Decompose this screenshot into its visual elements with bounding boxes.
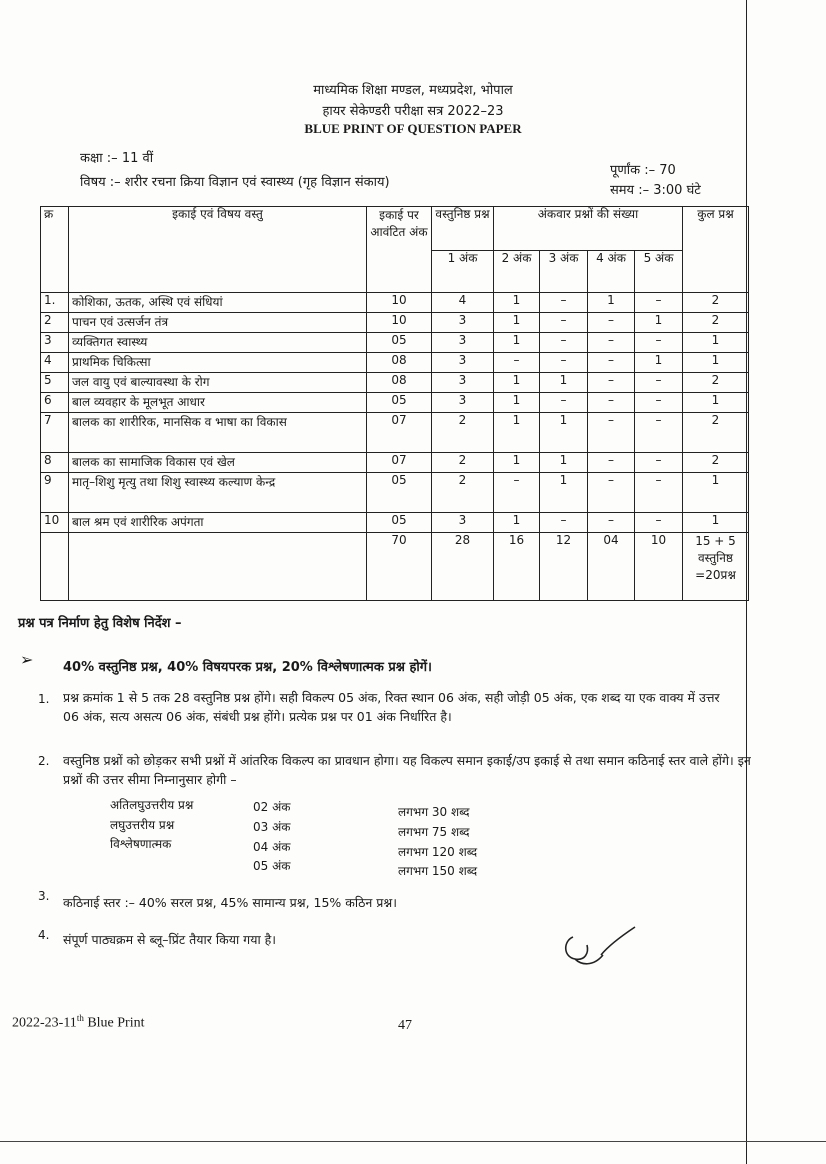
footer-prefix: 2022-23-11 bbox=[12, 1015, 77, 1031]
row-objective: 3 bbox=[432, 353, 494, 373]
row-m5: – bbox=[635, 453, 683, 473]
table-row bbox=[41, 353, 749, 373]
row-sno: 9 bbox=[41, 473, 69, 513]
row-total: 1 bbox=[683, 333, 749, 353]
row-objective: 4 bbox=[432, 293, 494, 313]
header-board: माध्यमिक शिक्षा मण्डल, मध्यप्रदेश, भोपाल bbox=[313, 83, 513, 98]
item-2-number: 2. bbox=[38, 754, 50, 768]
item-1-text: प्रश्न क्रमांक 1 से 5 तक 28 वस्तुनिष्ठ प्रश्न होंगे। सही विकल्प 05 अंक, रिक्त स्थान 06 अंक, सही जोड़ी 05 अंक, एक शब्द या एक वाक्य में उत्तर 06 अंक, सत्य असत्य 06 अंक, संबंधी प्रश्न होंगे। प्रत्येक प्रश्न पर 01 अंक निर्धारित है। bbox=[63, 690, 720, 724]
header-m2: 2 अंक bbox=[494, 251, 540, 293]
row-sno: 3 bbox=[41, 333, 69, 353]
row-m5: – bbox=[635, 333, 683, 353]
row-total: 2 bbox=[683, 373, 749, 393]
row-m2: – bbox=[494, 473, 540, 513]
row-m4: – bbox=[588, 313, 635, 333]
row-total: 2 bbox=[683, 293, 749, 313]
row-m3: – bbox=[540, 393, 588, 413]
table-row bbox=[41, 313, 749, 333]
row-m5: – bbox=[635, 293, 683, 313]
row-marks: 07 bbox=[367, 413, 432, 453]
row-m3: – bbox=[540, 513, 588, 533]
row-unit: प्राथमिक चिकित्सा bbox=[69, 353, 367, 373]
header-objective: वस्तुनिष्ठ प्रश्न bbox=[432, 207, 494, 251]
row-unit: जल वायु एवं बाल्यावस्था के रोग bbox=[69, 373, 367, 393]
total-questions: 15 + 5 वस्तुनिष्ठ =20प्रश्न bbox=[683, 533, 749, 601]
row-m5: – bbox=[635, 473, 683, 513]
row-total: 2 bbox=[683, 413, 749, 453]
row-unit: बालक का सामाजिक विकास एवं खेल bbox=[69, 453, 367, 473]
arrow-bullet-icon: ➢ bbox=[20, 650, 34, 669]
limit-type-2: लघुउत्तरीय प्रश्न bbox=[110, 818, 175, 832]
row-unit: बाल व्यवहार के मूलभूत आधार bbox=[69, 393, 367, 413]
row-objective: 2 bbox=[432, 453, 494, 473]
row-m4: – bbox=[588, 353, 635, 373]
subject-label: विषय :– शरीर रचना क्रिया विज्ञान एवं स्वास्थ्य (गृह विज्ञान संकाय) bbox=[80, 175, 390, 190]
header-unit: इकाई एवं विषय वस्तु bbox=[69, 207, 367, 293]
row-sno: 5 bbox=[41, 373, 69, 393]
row-marks: 10 bbox=[367, 313, 432, 333]
total-m5: 10 bbox=[635, 533, 683, 601]
row-sno: 6 bbox=[41, 393, 69, 413]
row-unit: व्यक्तिगत स्वास्थ्य bbox=[69, 333, 367, 353]
row-m3: – bbox=[540, 353, 588, 373]
row-m4: – bbox=[588, 453, 635, 473]
header-marks: इकाई पर आवंटित अंक bbox=[367, 207, 432, 293]
row-m2: 1 bbox=[494, 393, 540, 413]
total-objective: 28 bbox=[432, 533, 494, 601]
distribution-note: 40% वस्तुनिष्ठ प्रश्न, 40% विषयपरक प्रश्न, 20% विश्लेषणात्मक प्रश्न होगें। bbox=[63, 660, 432, 675]
row-m4: – bbox=[588, 513, 635, 533]
row-m4: – bbox=[588, 373, 635, 393]
row-m3: – bbox=[540, 313, 588, 333]
footer-sup: th bbox=[76, 1013, 84, 1023]
limit-words-4: लगभग 150 शब्द bbox=[398, 864, 478, 878]
row-m2: 1 bbox=[494, 453, 540, 473]
item-4-text: संपूर्ण पाठ्यक्रम से ब्लू–प्रिंट तैयार किया गया है। bbox=[63, 932, 277, 947]
header-exam: हायर सेकेण्डरी परीक्षा सत्र 2022–23 bbox=[322, 104, 504, 119]
limit-marks-3: 04 अंक bbox=[253, 840, 291, 854]
table-row bbox=[41, 473, 749, 513]
row-marks: 05 bbox=[367, 473, 432, 513]
table-header-row bbox=[41, 207, 749, 251]
row-marks: 10 bbox=[367, 293, 432, 313]
limit-words-2: लगभग 75 शब्द bbox=[398, 825, 470, 839]
item-1-number: 1. bbox=[38, 692, 50, 706]
row-m2: 1 bbox=[494, 373, 540, 393]
row-total: 1 bbox=[683, 473, 749, 513]
row-m5: – bbox=[635, 393, 683, 413]
header-markwise: अंकवार प्रश्नों की संख्या bbox=[494, 207, 683, 251]
row-m4: – bbox=[588, 393, 635, 413]
row-marks: 05 bbox=[367, 333, 432, 353]
row-total: 1 bbox=[683, 393, 749, 413]
header-total: कुल प्रश्न bbox=[683, 207, 749, 293]
row-sno: 8 bbox=[41, 453, 69, 473]
row-m2: – bbox=[494, 353, 540, 373]
row-sno: 1. bbox=[41, 293, 69, 313]
row-m2: 1 bbox=[494, 513, 540, 533]
limit-type-1: अतिलघुउत्तरीय प्रश्न bbox=[110, 798, 194, 812]
row-m2: 1 bbox=[494, 413, 540, 453]
row-m5: – bbox=[635, 413, 683, 453]
row-m3: 1 bbox=[540, 453, 588, 473]
row-total: 1 bbox=[683, 513, 749, 533]
row-m3: 1 bbox=[540, 373, 588, 393]
row-m2: 1 bbox=[494, 313, 540, 333]
row-m5: – bbox=[635, 373, 683, 393]
row-marks: 08 bbox=[367, 353, 432, 373]
table-row bbox=[41, 453, 749, 473]
row-marks: 05 bbox=[367, 393, 432, 413]
row-m4: – bbox=[588, 413, 635, 453]
row-objective: 2 bbox=[432, 413, 494, 453]
item-3-text: कठिनाई स्तर :– 40% सरल प्रश्न, 45% सामान्य प्रश्न, 15% कठिन प्रश्न। bbox=[63, 895, 397, 910]
table-row bbox=[41, 413, 749, 453]
row-marks: 07 bbox=[367, 453, 432, 473]
row-m2: 1 bbox=[494, 293, 540, 313]
limit-marks-2: 03 अंक bbox=[253, 820, 291, 834]
limit-marks-4: 05 अंक bbox=[253, 859, 291, 873]
class-label: कक्षा :– 11 वीं bbox=[80, 151, 154, 166]
row-unit: पाचन एवं उत्सर्जन तंत्र bbox=[69, 313, 367, 333]
page-bottom-line bbox=[0, 1141, 826, 1142]
row-sno: 10 bbox=[41, 513, 69, 533]
table-row bbox=[41, 293, 749, 313]
limit-words-3: लगभग 120 शब्द bbox=[398, 845, 478, 859]
row-m3: – bbox=[540, 333, 588, 353]
row-unit: बाल श्रम एवं शारीरिक अपंगता bbox=[69, 513, 367, 533]
limit-marks-1: 02 अंक bbox=[253, 800, 291, 814]
row-m3: – bbox=[540, 293, 588, 313]
blueprint-table bbox=[40, 206, 749, 601]
row-total: 2 bbox=[683, 313, 749, 333]
row-objective: 3 bbox=[432, 373, 494, 393]
row-objective: 3 bbox=[432, 393, 494, 413]
row-objective: 2 bbox=[432, 473, 494, 513]
table-row bbox=[41, 393, 749, 413]
row-m4: 1 bbox=[588, 293, 635, 313]
row-unit: मातृ–शिशु मृत्यु तथा शिशु स्वास्थ्य कल्याण केन्द्र bbox=[69, 473, 367, 513]
table-row bbox=[41, 513, 749, 533]
row-total: 2 bbox=[683, 453, 749, 473]
row-marks: 05 bbox=[367, 513, 432, 533]
row-objective: 3 bbox=[432, 513, 494, 533]
limit-type-3: विश्लेषणात्मक bbox=[110, 837, 172, 851]
row-m5: 1 bbox=[635, 313, 683, 333]
row-unit: कोशिका, ऊतक, अस्थि एवं संधियां bbox=[69, 293, 367, 313]
total-m3: 12 bbox=[540, 533, 588, 601]
item-4-number: 4. bbox=[38, 928, 50, 942]
row-objective: 3 bbox=[432, 313, 494, 333]
row-marks: 08 bbox=[367, 373, 432, 393]
header-objective-sub: 1 अंक bbox=[432, 251, 494, 293]
table-row bbox=[41, 333, 749, 353]
row-sno: 2 bbox=[41, 313, 69, 333]
row-m5: – bbox=[635, 513, 683, 533]
row-m3: 1 bbox=[540, 413, 588, 453]
row-sno: 7 bbox=[41, 413, 69, 453]
header-m3: 3 अंक bbox=[540, 251, 588, 293]
footer-suffix: Blue Print bbox=[83, 1015, 145, 1031]
header-m4: 4 अंक bbox=[588, 251, 635, 293]
time-label: समय :– 3:00 घंटे bbox=[610, 183, 701, 198]
row-m4: – bbox=[588, 473, 635, 513]
item-3-number: 3. bbox=[38, 889, 50, 903]
header-m5: 5 अंक bbox=[635, 251, 683, 293]
row-m2: 1 bbox=[494, 333, 540, 353]
limit-words-1: लगभग 30 शब्द bbox=[398, 805, 470, 819]
total-m2: 16 bbox=[494, 533, 540, 601]
table-total-row bbox=[41, 533, 749, 601]
instructions-title: प्रश्न पत्र निर्माण हेतु विशेष निर्देश – bbox=[18, 616, 182, 631]
page-number: 47 bbox=[398, 1018, 412, 1033]
row-sno: 4 bbox=[41, 353, 69, 373]
signature-mark bbox=[545, 915, 645, 975]
row-m5: 1 bbox=[635, 353, 683, 373]
row-m4: – bbox=[588, 333, 635, 353]
row-objective: 3 bbox=[432, 333, 494, 353]
row-total: 1 bbox=[683, 353, 749, 373]
total-m4: 04 bbox=[588, 533, 635, 601]
total-marks: 70 bbox=[367, 533, 432, 601]
item-2-text: वस्तुनिष्ठ प्रश्नों को छोड़कर सभी प्रश्नों में आंतरिक विकल्प का प्रावधान होगा। यह विकल्प समान इकाई/उप इकाई से तथा समान कठिनाई स्तर वाले होंगे। इन प्रश्नों की उत्तर सीमा निम्नानुसार होगी – bbox=[63, 753, 751, 787]
row-m3: 1 bbox=[540, 473, 588, 513]
footer-label bbox=[12, 1013, 145, 1032]
row-unit: बालक का शारीरिक, मानसिक व भाषा का विकास bbox=[69, 413, 367, 453]
header-title: BLUE PRINT OF QUESTION PAPER bbox=[304, 121, 522, 136]
table-row bbox=[41, 373, 749, 393]
max-marks-label: पूर्णांक :– 70 bbox=[610, 163, 676, 178]
header-sno: क्र bbox=[41, 207, 69, 293]
